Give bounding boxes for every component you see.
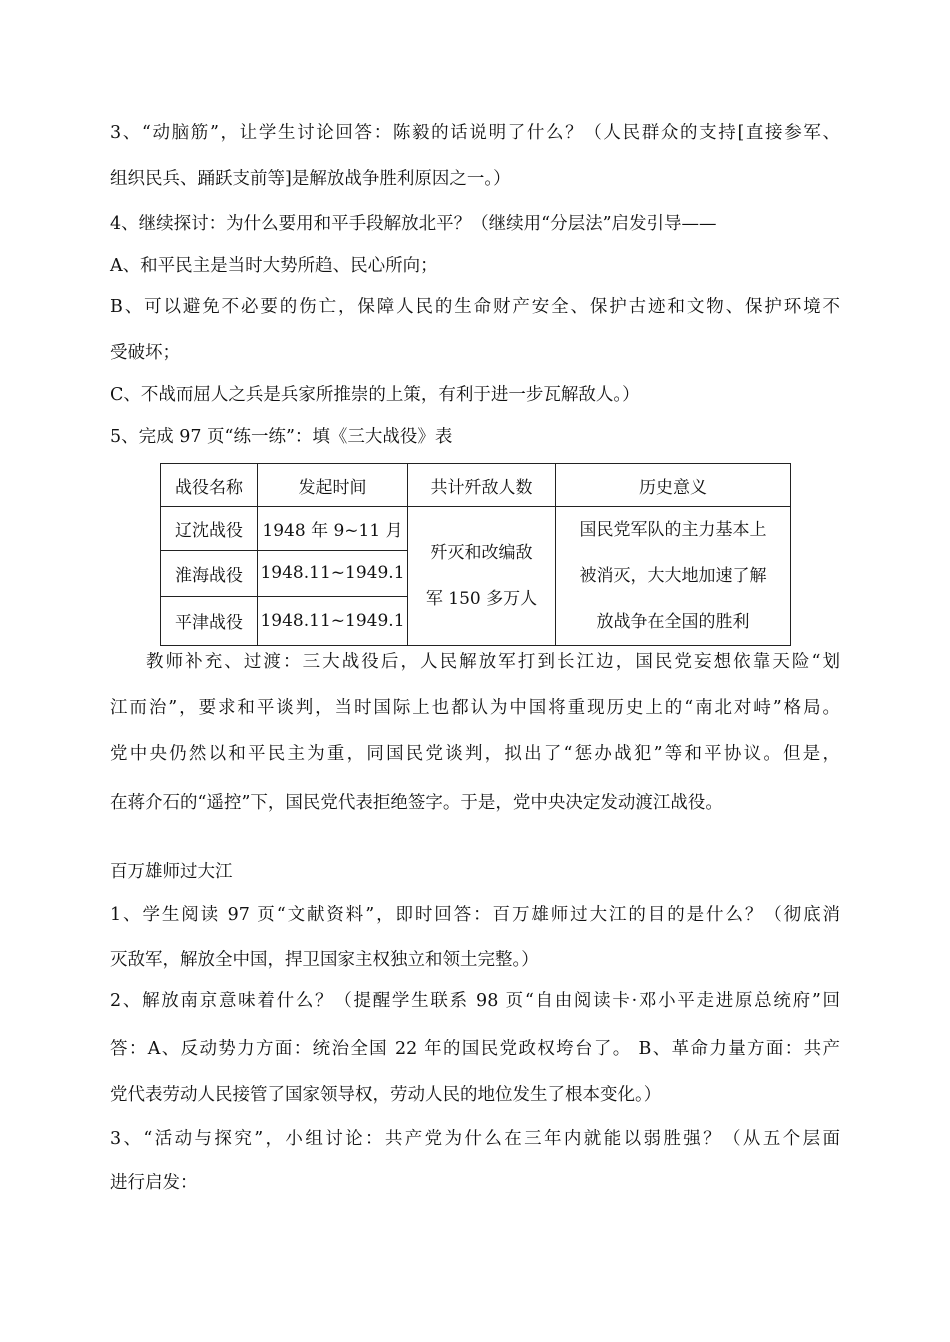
table-header-cell: 战役名称 xyxy=(161,464,258,507)
paragraph-line: 教师补充、过渡：三大战役后，人民解放军打到长江边，国民党妄想依靠天险“划 xyxy=(146,652,840,672)
table-row xyxy=(161,507,791,551)
paragraph-line: 答：A、反动势力方面：统治全国 22 年的国民党政权垮台了。 B、革命力量方面：共产 xyxy=(110,1039,840,1059)
paragraph-line: 1、学生阅读 97 页“文献资料”，即时回答：百万雄师过大江的目的是什么？（彻底消 xyxy=(110,905,840,925)
paragraph-line: 江而治”，要求和平谈判，当时国际上也都认为中国将重现历史上的“南北对峙”格局。 xyxy=(110,698,840,718)
paragraph-line: 5、完成 97 页“练一练”：填《三大战役》表 xyxy=(110,427,453,447)
table-header-row xyxy=(161,464,791,507)
paragraph-line: 灭敌军，解放全中国，捍卫国家主权独立和领土完整。） xyxy=(110,950,539,970)
paragraph-line: 2、解放南京意味着什么？（提醒学生联系 98 页“自由阅读卡·邓小平走进原总统府”回 xyxy=(110,991,840,1011)
paragraph-line: 进行启发： xyxy=(110,1173,198,1193)
paragraph-line: A、和平民主是当时大势所趋、民心所向； xyxy=(110,256,438,276)
paragraph-line: 党中央仍然以和平民主为重，同国民党谈判，拟出了“惩办战犯”等和平协议。但是， xyxy=(110,744,840,764)
paragraph-line: 受破坏； xyxy=(110,343,180,363)
table-header-cell: 历史意义 xyxy=(556,464,791,507)
paragraph-line: 党代表劳动人民接管了国家领导权，劳动人民的地位发生了根本变化。） xyxy=(110,1085,662,1105)
section-heading: 百万雄师过大江 xyxy=(110,862,233,882)
paragraph-line: 3、“活动与探究”，小组讨论：共产党为什么在三年内就能以弱胜强？（从五个层面 xyxy=(110,1129,840,1149)
paragraph-line: B、可以避免不必要的伤亡，保障人民的生命财产安全、保护古迹和文物、保护环境不 xyxy=(110,297,840,317)
battle-time-cell: 1948.11~1949.1 xyxy=(258,596,408,645)
battle-name-cell: 辽沈战役 xyxy=(161,507,258,551)
significance-line: 放战争在全国的胜利 xyxy=(596,612,750,632)
battle-time-cell: 1948 年 9~11 月 xyxy=(258,507,408,551)
significance-line: 国民党军队的主力基本上 xyxy=(579,520,767,540)
battle-time-cell: 1948.11~1949.1 xyxy=(258,550,408,596)
paragraph-line: 在蒋介石的“遥控”下，国民党代表拒绝签字。于是，党中央决定发动渡江战役。 xyxy=(110,793,723,813)
table-header-cell: 发起时间 xyxy=(258,464,408,507)
casualties-cell xyxy=(408,507,556,646)
three-battles-table xyxy=(160,463,791,646)
battle-name-cell: 平津战役 xyxy=(161,596,258,645)
paragraph-line: 3、“动脑筋”，让学生讨论回答：陈毅的话说明了什么？（人民群众的支持[直接参军、 xyxy=(110,123,840,143)
casualties-line: 歼灭和改编敌 xyxy=(430,543,533,563)
casualties-line: 军 150 多万人 xyxy=(425,589,538,609)
significance-cell xyxy=(556,507,791,646)
paragraph-line: 组织民兵、踊跃支前等]是解放战争胜利原因之一。） xyxy=(110,169,511,189)
paragraph-line: 4、继续探讨：为什么要用和平手段解放北平？（继续用“分层法”启发引导—— xyxy=(110,214,717,234)
battle-name-cell: 淮海战役 xyxy=(161,550,258,596)
significance-line: 被消灭，大大地加速了解 xyxy=(579,566,767,586)
paragraph-line: C、不战而屈人之兵是兵家所推崇的上策，有利于进一步瓦解敌人。） xyxy=(110,385,640,405)
table-header-cell: 共计歼敌人数 xyxy=(408,464,556,507)
